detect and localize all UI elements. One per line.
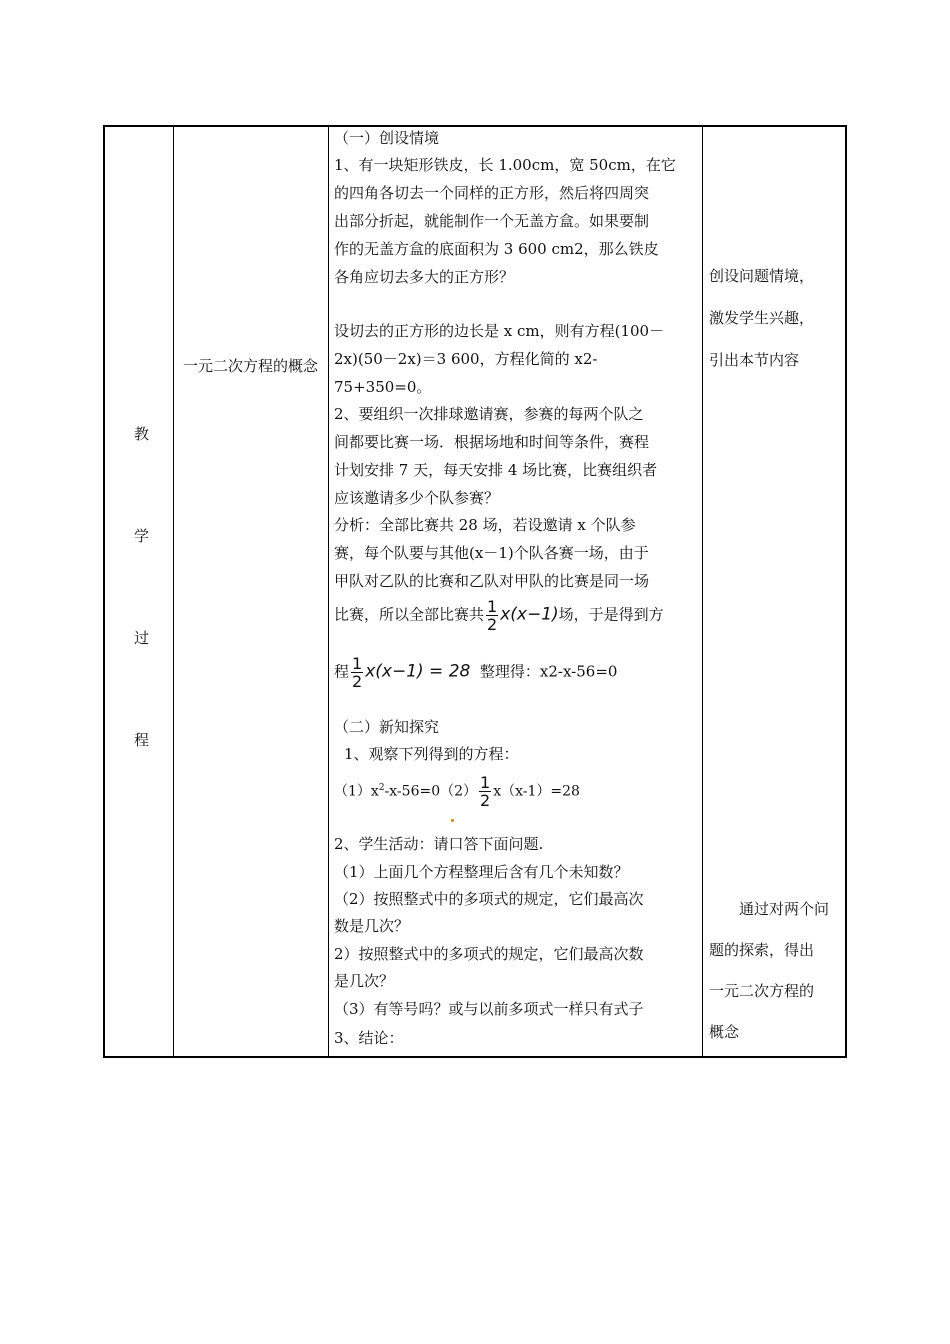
note-line: 通过对两个问 xyxy=(739,900,830,918)
stage-char: 过 xyxy=(134,629,150,647)
text-line: 作的无盖方盒的底面积为 3 600 cm2，那么铁皮 xyxy=(334,240,659,258)
fraction-denominator: 2 xyxy=(487,615,498,634)
note-line: 激发学生兴趣， xyxy=(709,309,815,327)
note-line: 引出本节内容 xyxy=(709,351,800,369)
text-line: 出部分折起，就能制作一个无盖方盒。如果要制 xyxy=(334,212,650,230)
formula-expression: x(x−1) = 28 xyxy=(365,661,471,682)
text-line: 75+350=0。 xyxy=(334,378,432,396)
stage-cell xyxy=(105,127,173,1056)
text-line: 应该邀请多少个队参赛？ xyxy=(334,489,500,507)
text-line: （1）上面几个方程整理后含有几个未知数？ xyxy=(334,863,629,881)
fraction-denominator: 2 xyxy=(352,672,363,691)
column-divider xyxy=(173,127,174,1056)
fraction-numerator: 1 xyxy=(487,597,498,616)
text-fragment: 场，于是得到方 xyxy=(558,605,664,624)
text-line: 设切去的正方形的边长是 x cm，则有方程(100－ xyxy=(334,322,665,340)
formula-line xyxy=(334,655,617,690)
text-fragment: 比赛，所以全部比赛共 xyxy=(334,605,485,624)
text-line: 间都要比赛一场．根据场地和时间等条件，赛程 xyxy=(334,433,650,451)
fraction-numerator: 1 xyxy=(352,654,363,673)
text-line: 1、观察下列得到的方程： xyxy=(344,745,519,763)
text-line: 数是几次？ xyxy=(334,917,410,935)
lesson-table xyxy=(103,125,847,1058)
text-line: 甲队对乙队的比赛和乙队对甲队的比赛是同一场 xyxy=(334,572,650,590)
note-line: 概念 xyxy=(709,1023,740,1041)
text-line: 分析：全部比赛共 28 场，若设邀请 x 个队参 xyxy=(334,516,636,534)
fraction xyxy=(479,774,491,809)
equation-line xyxy=(334,774,580,809)
note-block-2 xyxy=(709,889,839,1053)
stage-char: 教 xyxy=(134,425,150,443)
text-line: （2）按照整式中的多项式的规定，它们最高次 xyxy=(334,890,644,908)
text-line: （3）有等号吗？或与以前多项式一样只有式子 xyxy=(334,1000,644,1018)
note-line: 创设问题情境， xyxy=(709,267,815,285)
text-line: 2、要组织一次排球邀请赛，参赛的每两个队之 xyxy=(334,405,644,423)
stage-char: 程 xyxy=(134,731,150,749)
stage-char: 学 xyxy=(134,527,150,545)
text-line: 3、结论： xyxy=(334,1029,404,1047)
note-line: 题的探索，得出 xyxy=(709,941,815,959)
formula-expression: x(x−1) xyxy=(500,604,559,625)
text-fragment: x（x-1）=28 xyxy=(493,783,580,800)
column-divider xyxy=(702,127,703,1056)
section-heading: （一）创设情境 xyxy=(334,129,440,147)
stray-mark xyxy=(451,819,454,822)
exponent: 2 xyxy=(378,782,385,793)
fraction xyxy=(351,655,363,690)
formula-line xyxy=(334,598,664,633)
text-line: 的四角各切去一个同样的正方形，然后将四周突 xyxy=(334,184,650,202)
fraction-denominator: 2 xyxy=(480,791,491,810)
text-line: 赛，每个队要与其他(x－1)个队各赛一场，由于 xyxy=(334,544,649,562)
text-line: 2x)(50－2x)＝3 600，方程化简的 x2- xyxy=(334,350,598,368)
text-fragment: 程 xyxy=(334,662,350,681)
section-heading: （二）新知探究 xyxy=(334,718,440,736)
fraction-numerator: 1 xyxy=(480,773,491,792)
text-fragment: （1）x xyxy=(334,783,379,800)
text-fragment: -x-56=0（2） xyxy=(384,783,478,800)
text-line: 2、学生活动：请口答下面问题. xyxy=(334,835,544,853)
note-block-1 xyxy=(709,255,839,381)
text-line: 各角应切去多大的正方形？ xyxy=(334,268,515,286)
topic-cell: 一元二次方程的概念 xyxy=(183,357,319,375)
text-line: 是几次？ xyxy=(334,972,395,990)
text-line: 1、有一块矩形铁皮，长 1.00cm，宽 50cm，在它 xyxy=(334,156,676,174)
column-divider xyxy=(328,127,329,1056)
note-line: 一元二次方程的 xyxy=(709,982,815,1000)
text-line: 2）按照整式中的多项式的规定，它们最高次数 xyxy=(334,945,644,963)
text-line: 计划安排 7 天，每天安排 4 场比赛，比赛组织者 xyxy=(334,461,658,479)
fraction xyxy=(486,598,498,633)
text-fragment: 整理得：x2-x-56=0 xyxy=(479,662,618,681)
